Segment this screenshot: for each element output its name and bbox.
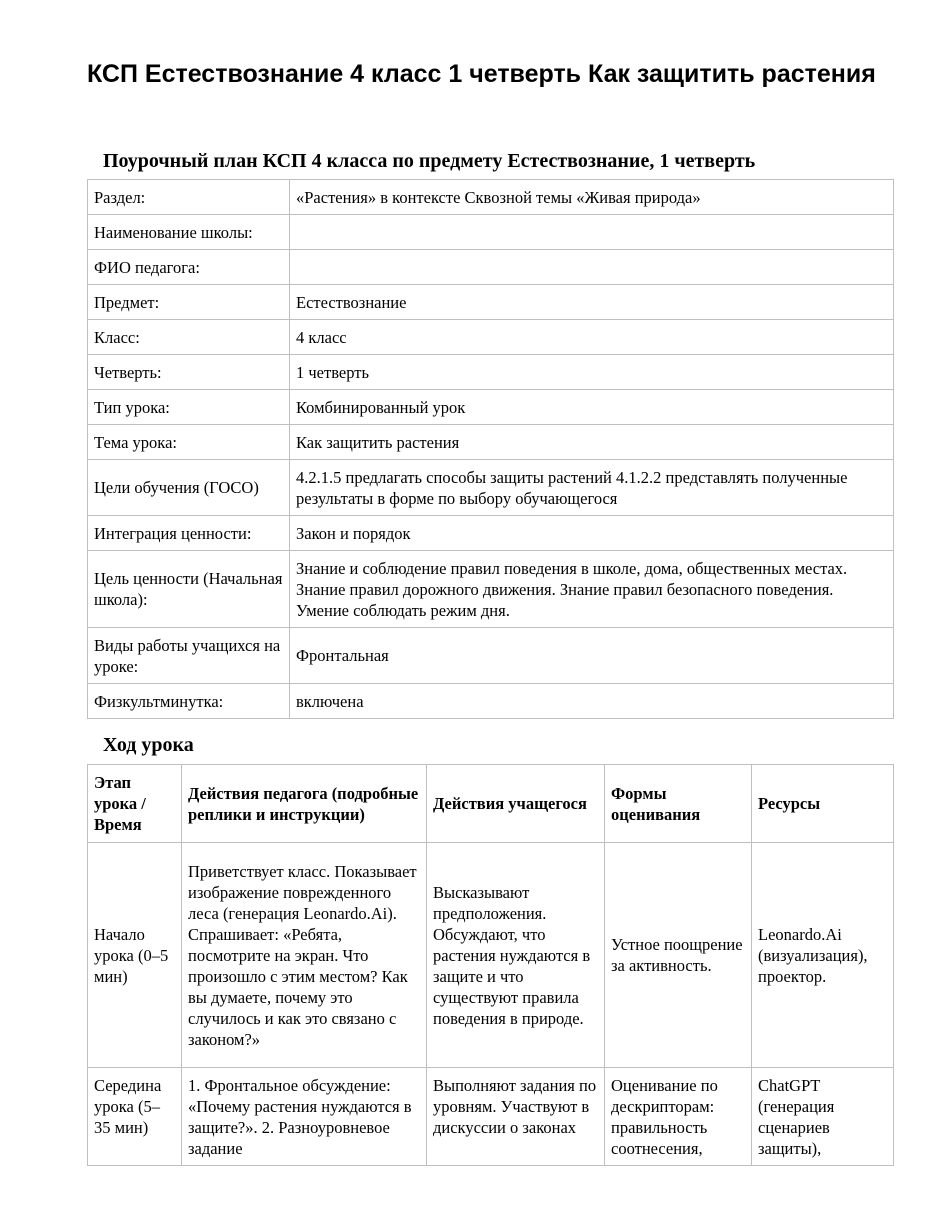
assessment-cell: Устное поощрение за активность.	[605, 843, 752, 1068]
teacher-actions-cell: Приветствует класс. Показывает изображение поврежденного леса (генерация Leonardo.Ai). Спрашивает: «Ребята, посмотрите на экран. Что произошло с этим местом? Как вы думаете, почему это случилось и как это связано с законом?»	[182, 843, 427, 1068]
info-row	[88, 551, 894, 628]
info-row	[88, 460, 894, 516]
info-value: Естествознание	[290, 285, 894, 320]
lesson-plan-table	[87, 764, 894, 1166]
page-title: КСП Естествознание 4 класс 1 четверть Как защитить растения	[87, 60, 876, 88]
info-label: Четверть:	[88, 355, 290, 390]
info-value: 4.2.1.5 предлагать способы защиты растений 4.1.2.2 представлять полученные результаты в форме по выбору обучающегося	[290, 460, 894, 516]
info-label: Виды работы учащихся на уроке:	[88, 628, 290, 684]
info-value: «Растения» в контексте Сквозной темы «Живая природа»	[290, 180, 894, 215]
column-header-stage: Этап урока / Время	[88, 765, 182, 843]
student-actions-cell: Выполняют задания по уровням. Участвуют в дискуссии о законах	[427, 1068, 605, 1166]
info-label: Физкультминутка:	[88, 684, 290, 719]
assessment-cell: Оценивание по дескрипторам: правильность соотнесения,	[605, 1068, 752, 1166]
info-label: Тема урока:	[88, 425, 290, 460]
info-value: 4 класс	[290, 320, 894, 355]
info-row	[88, 425, 894, 460]
student-actions-cell: Высказывают предположения. Обсуждают, что растения нуждаются в защите и что существуют правила поведения в природе.	[427, 843, 605, 1068]
info-label: Цель ценности (Начальная школа):	[88, 551, 290, 628]
plan-subtitle: Поурочный план КСП 4 класса по предмету Естествознание, 1 четверть	[103, 150, 756, 172]
info-label: Предмет:	[88, 285, 290, 320]
lesson-info-table	[87, 179, 894, 719]
info-value: Как защитить растения	[290, 425, 894, 460]
info-row	[88, 516, 894, 551]
info-row	[88, 355, 894, 390]
lesson-section-title: Ход урока	[103, 734, 194, 756]
lesson-table-header-row	[88, 765, 894, 843]
resources-cell: ChatGPT (генерация сценариев защиты),	[752, 1068, 894, 1166]
info-value: включена	[290, 684, 894, 719]
info-row	[88, 684, 894, 719]
info-label: Интеграция ценности:	[88, 516, 290, 551]
column-header-teacher-actions: Действия педагога (подробные реплики и инструкции)	[182, 765, 427, 843]
info-label: ФИО педагога:	[88, 250, 290, 285]
info-label: Наименование школы:	[88, 215, 290, 250]
info-value: Знание и соблюдение правил поведения в школе, дома, общественных местах. Знание правил дорожного движения. Знание правил безопасного поведения. Умение соблюдать режим дня.	[290, 551, 894, 628]
info-label: Раздел:	[88, 180, 290, 215]
info-value: 1 четверть	[290, 355, 894, 390]
table-row	[88, 843, 894, 1068]
info-row	[88, 285, 894, 320]
info-value	[290, 215, 894, 250]
table-row	[88, 1068, 894, 1166]
info-row	[88, 320, 894, 355]
info-value: Закон и порядок	[290, 516, 894, 551]
resources-cell: Leonardo.Ai (визуализация), проектор.	[752, 843, 894, 1068]
info-row	[88, 215, 894, 250]
stage-cell: Середина урока (5–35 мин)	[88, 1068, 182, 1166]
teacher-actions-cell: 1. Фронтальное обсуждение: «Почему растения нуждаются в защите?». 2. Разноуровневое задание	[182, 1068, 427, 1166]
info-value: Комбинированный урок	[290, 390, 894, 425]
column-header-resources: Ресурсы	[752, 765, 894, 843]
stage-cell: Начало урока (0–5 мин)	[88, 843, 182, 1068]
info-label: Цели обучения (ГОСО)	[88, 460, 290, 516]
info-row	[88, 250, 894, 285]
column-header-assessment: Формы оценивания	[605, 765, 752, 843]
info-row	[88, 628, 894, 684]
info-value	[290, 250, 894, 285]
column-header-student-actions: Действия учащегося	[427, 765, 605, 843]
info-value: Фронтальная	[290, 628, 894, 684]
info-label: Тип урока:	[88, 390, 290, 425]
info-label: Класс:	[88, 320, 290, 355]
info-row	[88, 180, 894, 215]
info-row	[88, 390, 894, 425]
